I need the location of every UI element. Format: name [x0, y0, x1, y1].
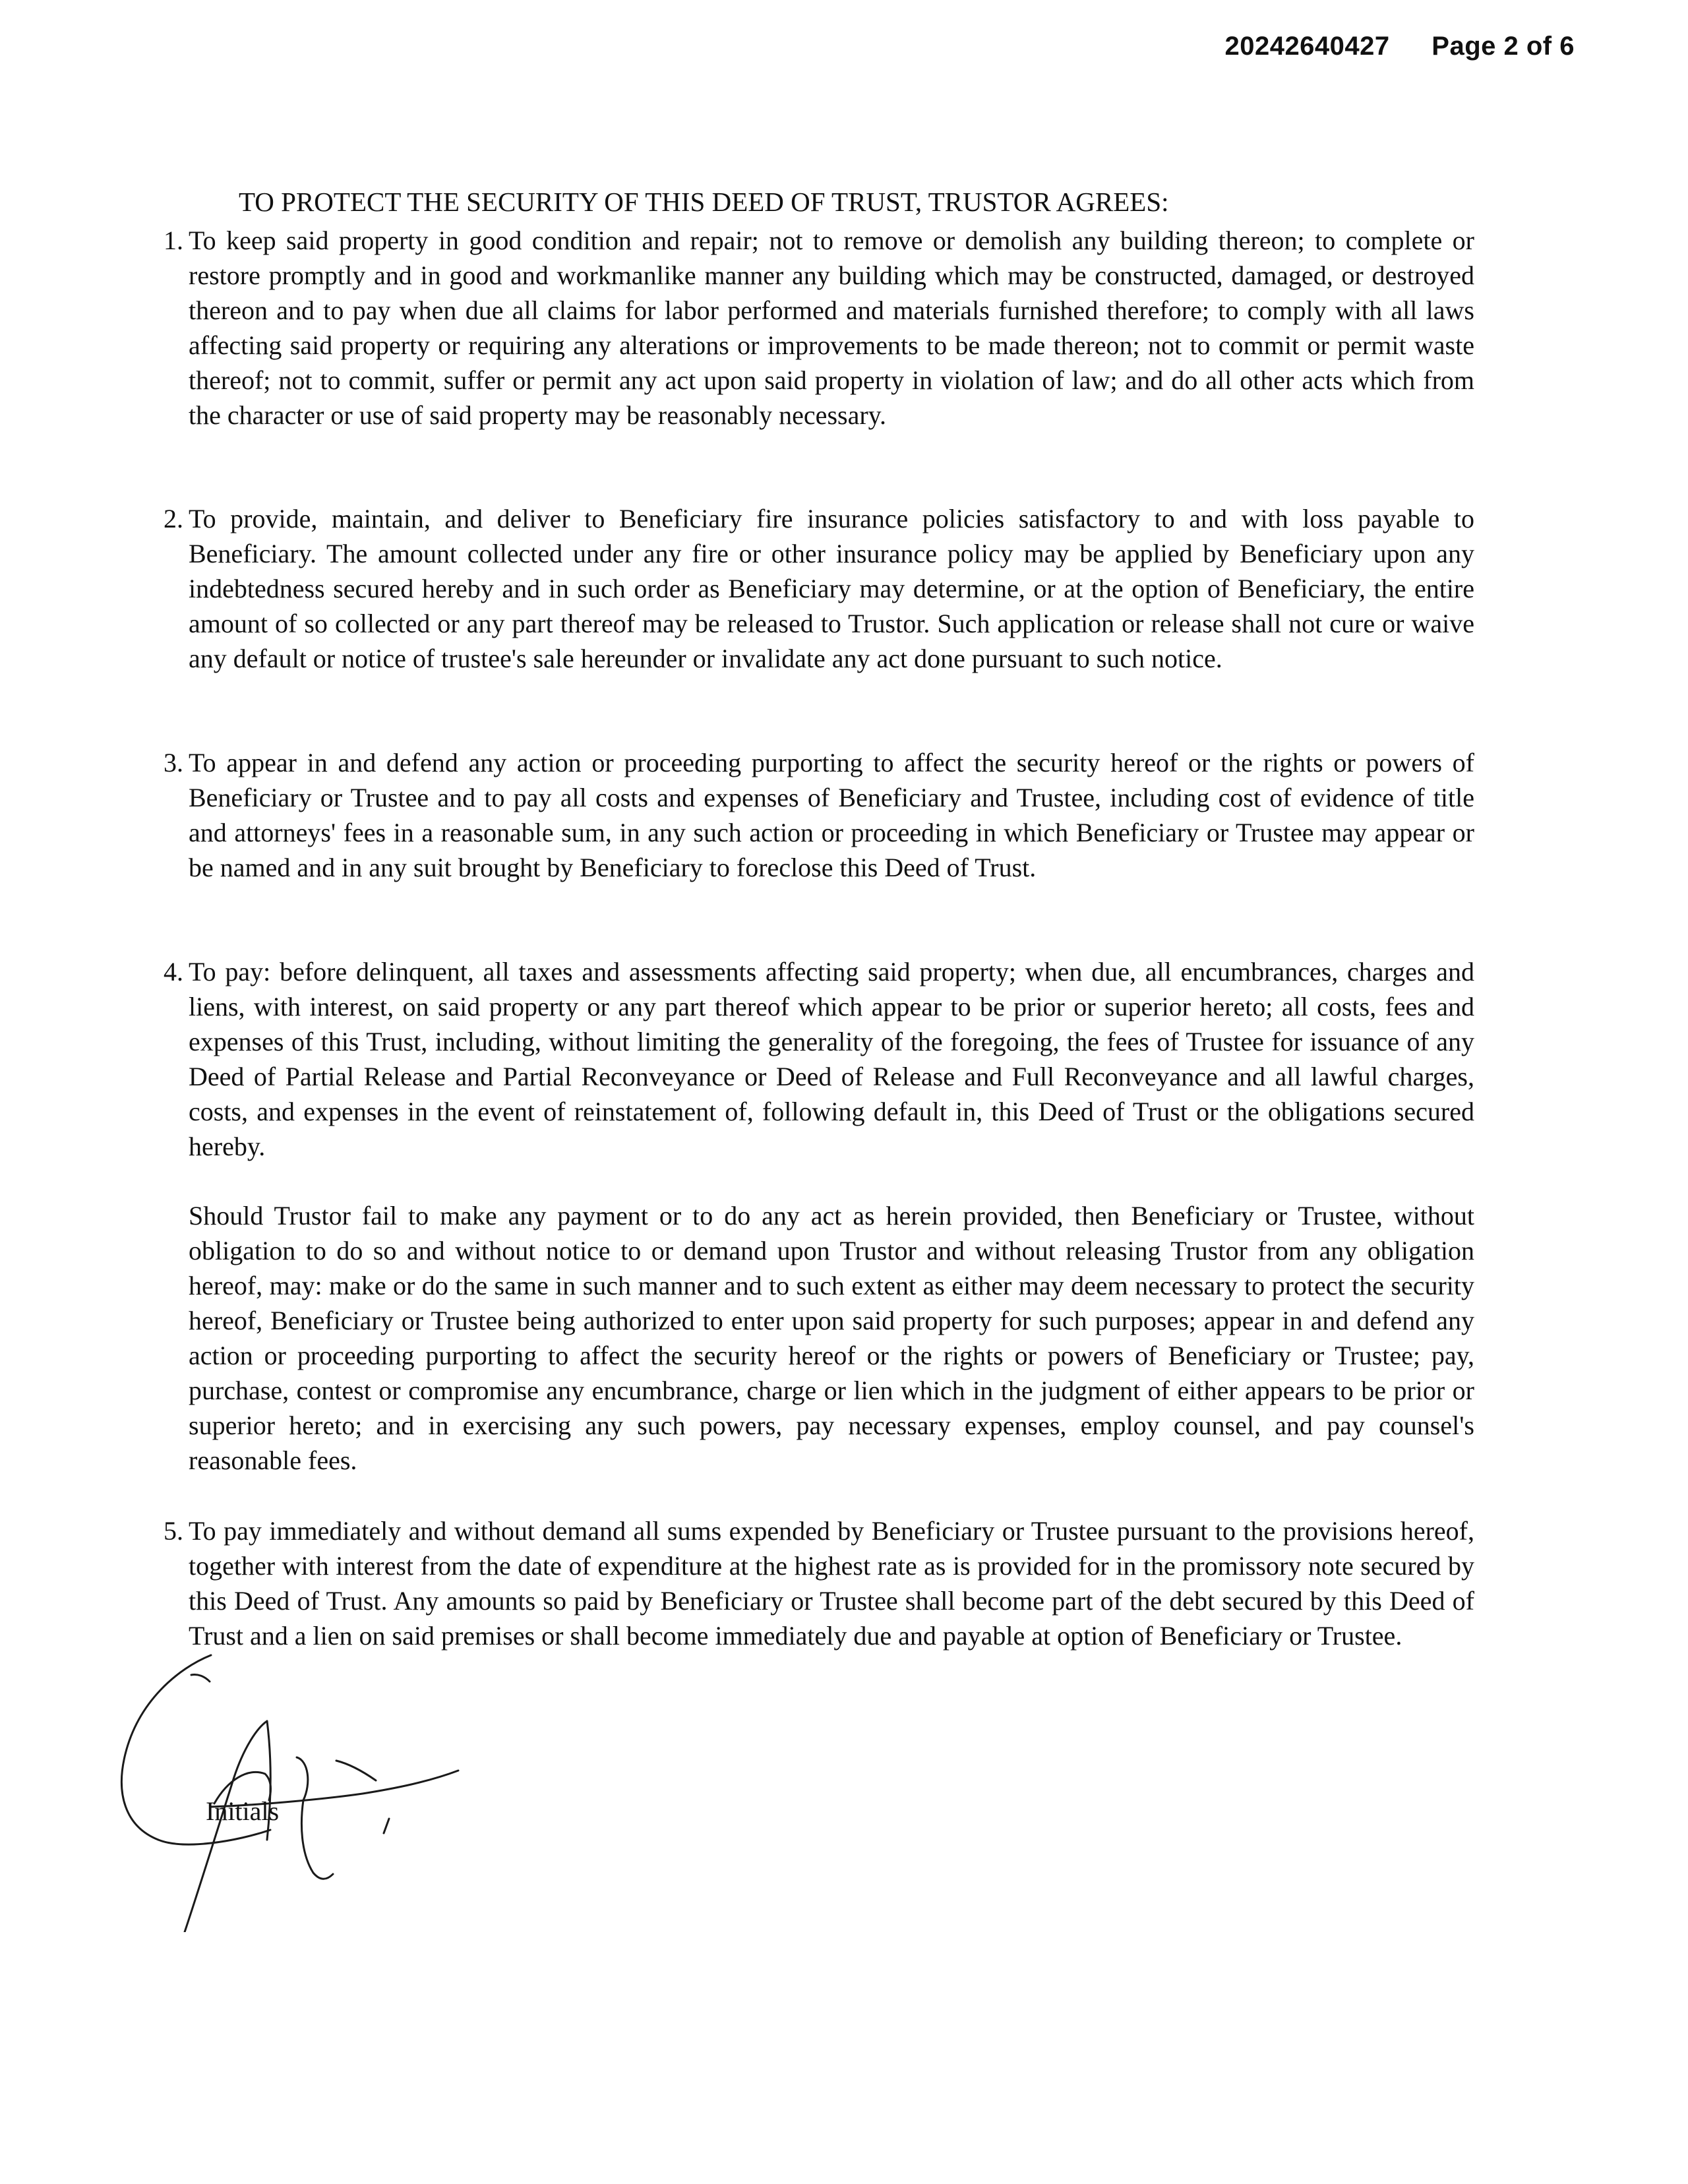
recording-header [1224, 32, 1575, 61]
page-label: Page 2 of 6 [1432, 32, 1575, 61]
covenant-item-1 [164, 223, 1474, 433]
item-text: To provide, maintain, and deliver to Beneficiary fire insurance policies satisfactory to and with loss payable to Beneficiary. The amount collected under any fire or other insurance policy may be applied by Beneficiary upon any indebtedness secured hereby and in such order as Beneficiary may determine, or at the option of Beneficiary, the entire amount of so collected or any part thereof may be released to Trustor. Such application or release shall not cure or waive any default or notice of trustee's sale hereunder or invalidate any act done pursuant to such notice. [189, 504, 1474, 673]
item-text: To appear in and defend any action or proceeding purporting to affect the security hereof or the rights or powers of Beneficiary or Trustee and to pay all costs and expenses of Beneficiary and Trustee, including cost of evidence of title and attorneys' fees in a reasonable sum, in any such action or proceeding in which Beneficiary or Trustee may appear or be named and in any suit brought by Beneficiary to foreclose this Deed of Trust. [189, 748, 1474, 882]
item-number: 3. [164, 748, 183, 777]
item-text: To pay: before delinquent, all taxes and assessments affecting said property; when due, all encumbrances, charges and liens, with interest, on said property or any part thereof which appear to be prior or superior hereto; all costs, fees and expenses of this Trust, including, without limiting the generality of the foregoing, the fees of Trustee for issuance of any Deed of Partial Release and Partial Reconveyance or Deed of Release and Full Reconveyance and all lawful charges, costs, and expenses in the event of reinstatement of, following default in, this Deed of Trust or the obligations secured hereby. [189, 957, 1474, 1161]
covenant-item-3 [164, 745, 1474, 885]
section-title: TO PROTECT THE SECURITY OF THIS DEED OF TRUST, TRUSTOR AGREES: [239, 187, 1169, 217]
item-text: To pay immediately and without demand all sums expended by Beneficiary or Trustee pursuant to the provisions hereof, together with interest from the date of expenditure at the highest rate as is provided for in the promissory note secured by this Deed of Trust. Any amounts so paid by Beneficiary or Trustee shall become part of the debt secured by this Deed of Trust and a lien on said premises or shall become immediately due and payable at option of Beneficiary or Trustee. [189, 1516, 1474, 1651]
covenant-item-2 [164, 501, 1474, 676]
covenant-item-4 [164, 954, 1474, 1164]
covenant-item-5 [164, 1513, 1474, 1653]
handwritten-signature [99, 1642, 468, 1932]
covenant-item-4-continuation: Should Trustor fail to make any payment or to do any act as herein provided, then Beneficiary or Trustee, without obligation to do so and without notice to or demand upon Trustor and without releasing Trustor from any obligation hereof, may: make or do the same in such manner and to such extent as either may deem necessary to protect the security hereof, Beneficiary or Trustee being authorized to enter upon said property for such purposes; appear in and defend any action or proceeding purporting to affect the security hereof or the rights or powers of Beneficiary or Trustee; pay, purchase, contest or compromise any encumbrance, charge or lien which in the judgment of either appears to be prior or superior hereto; and in exercising any such powers, pay necessary expenses, employ counsel, and pay counsel's reasonable fees. [189, 1201, 1474, 1475]
item-number: 2. [164, 504, 183, 533]
item-text: To keep said property in good condition and repair; not to remove or demolish any building thereon; to complete or restore promptly and in good and workmanlike manner any building which may be constructed, damaged, or destroyed thereon and to pay when due all claims for labor performed and materials furnished therefore; to comply with all laws affecting said property or requiring any alterations or improvements to be made thereon; not to commit or permit waste thereof; not to commit, suffer or permit any act upon said property in violation of law; and do all other acts which from the character or use of said property may be reasonably necessary. [189, 226, 1474, 430]
document-number: 20242640427 [1224, 32, 1390, 61]
initials-label: Initials [206, 1796, 280, 1826]
item-number: 4. [164, 957, 183, 986]
item-number: 5. [164, 1516, 183, 1546]
item-number: 1. [164, 226, 183, 255]
